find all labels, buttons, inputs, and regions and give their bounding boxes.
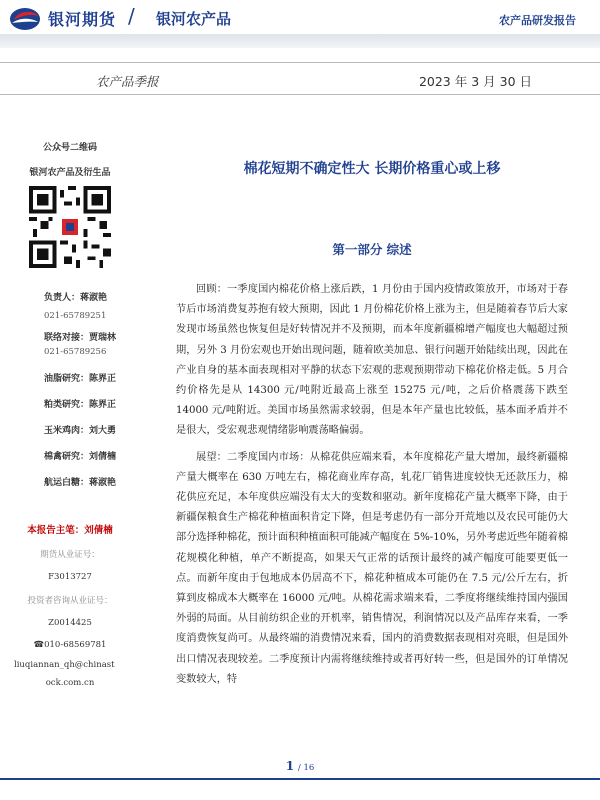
section-heading: 第一部分 综述 xyxy=(332,242,412,257)
current-page: 1 xyxy=(285,759,295,773)
email-line-2[interactable]: ock.com.cn xyxy=(45,678,95,688)
paragraph-review: 回顾：一季度国内棉花价格上涨后跌，1 月份由于国内疫情政策放开，市场对于春节后市场消费复苏抱有较大预期，因此 1 月份棉花价格上涨为主，但是随着春节后大家发现市场虽然也恢复但是好转情况并不及预期，而本年度新疆棉增产幅度也大幅超过预期，另外 3 月份宏观也开始出现问题，随着欧美加息、银行问题开始陆续出现，因此在产业自身的基本面表现相对平静的状态下宏观的悲观预期带动下棉花价格走低。5 月合约价格先是从 14300 元/吨附近最高上涨至 15275 元/吨，之后价格震荡下跌至 14000 元/吨附近。美国市场虽然需求较弱，但是本年产量也比较低，基本面矛盾并不是很大，受宏观悲观情绪影响震荡略偏弱。 xyxy=(176,284,568,437)
contact-director-phone: 021-65789251 xyxy=(44,311,107,321)
role-meals: 粕类研究：陈界正 xyxy=(44,400,117,410)
sidebar xyxy=(0,140,140,688)
contact-liaison-phone: 021-65789256 xyxy=(44,347,107,357)
header-band xyxy=(0,34,600,48)
page-number xyxy=(0,759,600,773)
qr-title: 公众号二维码 xyxy=(42,143,97,153)
contact-liaison: 联络对接：贾瑞林 xyxy=(44,333,117,343)
report-title: 棉花短期不确定性大 长期价格重心或上移 xyxy=(243,161,501,177)
footer-line xyxy=(0,778,600,780)
consult-label: 投资者咨询从业证号： xyxy=(27,596,113,606)
total-pages: / 16 xyxy=(297,763,315,773)
galaxy-logo-icon xyxy=(8,6,42,32)
brand-separator: / xyxy=(128,4,135,28)
paragraph-outlook: 展望：二季度国内市场：从棉花供应端来看，本年度棉花产量大增加，最终新疆棉产量大概率在 630 万吨左右，棉花商业库存高，轧花厂销售进度较快无还款压力，棉花供应充足，本年度供应端没有太大的变数和驱动。新年度棉花产量大概率下降，由于新疆保粮食生产棉花种植面积肯定下降，但是考虑仍有一部分开荒地以及农民可能仍大部分选择种棉花，预计面积种植面积可能减产幅度在 5%-10%，另外考虑近些年随着棉花规模化种植，单产不断提高，如果天气正常的话预计最终的减产幅度可能要更低一点。而新年度由于包地成本仍居高不下，棉花种植成本可能仍在 7.5 元/公斤左右，折算到皮棉成本大概率在 16000 元/吨。从棉花需求端来看，二季度将继续维持国内强国外弱的局面。从目前纺织企业的开机率，销售情况，利润情况以及产品库存来看，一季度消费恢复尚可。从最终端的消费情况来看，国内的消费数据表现相对亮眼，但是国外出口情况表现较差。二季度预计内需将继续维持或者再好转一些，但是国外的订单情况变数较大，特 xyxy=(176,451,568,685)
contact-director: 负责人：蒋淑艳 xyxy=(44,293,108,303)
divider-bottom xyxy=(0,94,600,95)
sub-brand-name: 银河农产品 xyxy=(156,10,232,28)
role-corn: 玉米鸡肉：刘大勇 xyxy=(44,426,117,436)
role-cotton: 棉禽研究：刘倩楠 xyxy=(44,452,117,462)
qr-subtitle: 银河农产品及衍生品 xyxy=(29,168,111,178)
license-label: 期货从业证号： xyxy=(40,550,100,560)
divider-top xyxy=(0,62,600,63)
telephone: ☎010-68569781 xyxy=(33,640,107,650)
report-body xyxy=(176,140,568,690)
email-line-1[interactable]: liuqiannan_qh@chinast xyxy=(14,660,115,670)
qr-code-icon[interactable] xyxy=(29,186,111,268)
brand-name: 银河期货 xyxy=(48,10,117,29)
license-number: F3013727 xyxy=(48,572,92,582)
report-date: 2023 年 3 月 30 日 xyxy=(418,74,532,89)
role-oils: 油脂研究：陈界正 xyxy=(44,374,117,384)
report-category: 农产品季报 xyxy=(96,74,159,89)
consult-number: Z0014425 xyxy=(48,618,92,628)
report-type: 农产品研发报告 xyxy=(499,14,576,27)
role-shipping-sugar: 航运白糖：蒋淑艳 xyxy=(44,478,117,488)
lead-author: 本报告主笔：刘倩楠 xyxy=(27,525,113,536)
